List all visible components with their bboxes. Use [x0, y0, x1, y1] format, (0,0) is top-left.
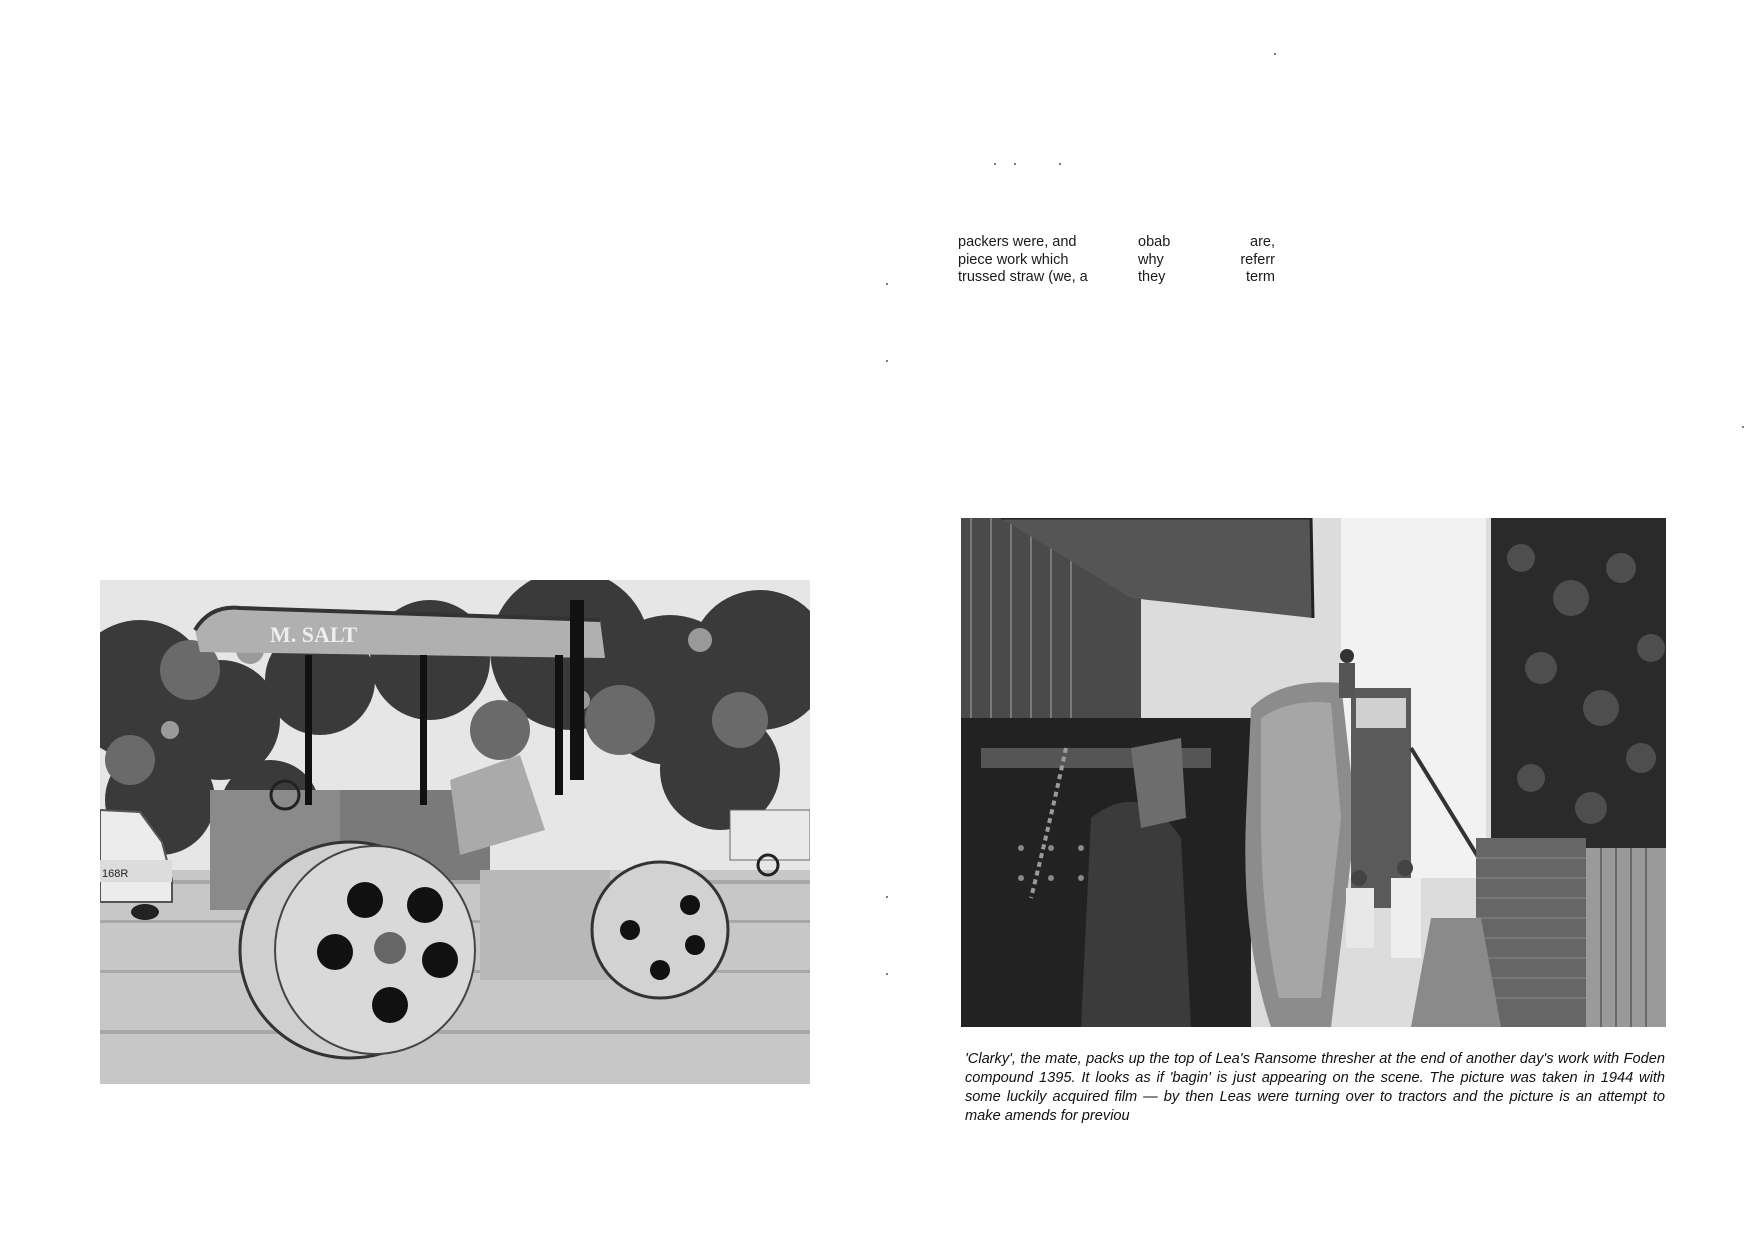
- scan-speck: [1274, 53, 1276, 55]
- text-col-1: packers were, and: [958, 234, 1077, 250]
- text-col-2: obab: [1138, 234, 1171, 250]
- text-col-3: referr: [1240, 251, 1275, 268]
- car-plate-text: 168R: [102, 868, 129, 880]
- text-line: [958, 252, 1288, 270]
- scan-speck: [1014, 163, 1016, 165]
- scan-speck: [886, 360, 888, 362]
- photo-caption: 'Clarky', the mate, packs up the top of Lea's Ransome thresher at the end of another day's work with Foden compound 1395. It looks as if 'bagin' is just appearing on the scene. The picture was taken in 1944 with some luckily acquired film — by then Leas were turning over to tractors and the picture is an attempt to make amends for previou: [965, 1051, 1665, 1124]
- scan-speck: [994, 163, 996, 165]
- text-col-2: they: [1138, 269, 1166, 285]
- text-line: [958, 234, 1288, 252]
- scan-speck: [886, 973, 888, 975]
- text-fragment: [958, 234, 1288, 287]
- thresher-photo: [961, 518, 1666, 1027]
- text-col-2: why: [1138, 251, 1164, 268]
- scan-speck: [1742, 426, 1744, 428]
- text-col-1: trussed straw (we, a: [958, 269, 1088, 285]
- scan-speck: [886, 283, 888, 285]
- text-col-3: term: [1246, 269, 1275, 285]
- text-col-3: are,: [1250, 234, 1275, 250]
- canopy-lettering: M. SALT: [270, 622, 358, 647]
- steam-roller-photo: [100, 580, 810, 1084]
- scan-speck: [886, 896, 888, 898]
- text-line: [958, 269, 1288, 287]
- scan-speck: [1059, 163, 1061, 165]
- text-col-1: piece work which: [958, 251, 1069, 268]
